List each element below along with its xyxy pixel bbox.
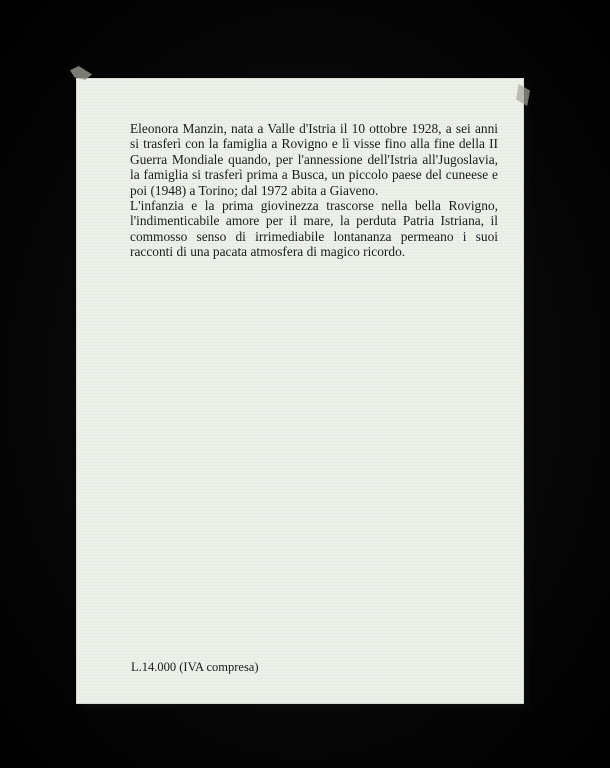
bio-paragraph-2: L'infanzia e la prima giovinezza trascorse nella bella Rovigno, l'indimenticabile amore per il mare, la perduta Patria Istriana, il commosso senso di irrimediabile lontananza permeano i suoi racconti di una pacata atmosfera di magico ricordo. <box>130 198 498 260</box>
bio-paragraph-1: Eleonora Manzin, nata a Valle d'Istria il 10 ottobre 1928, a sei anni si trasferì con la famiglia a Rovigno e lì visse fino alla fine della II Guerra Mondiale quando, per l'annessione dell'Istria all'Jugoslavia, la famiglia si trasferì prima a Busca, un piccolo paese del cuneese e poi (1948) a Torino; dal 1972 abita a Giaveno. <box>130 121 498 198</box>
author-biography <box>130 121 498 260</box>
price-label: L.14.000 (IVA compresa) <box>131 660 259 674</box>
